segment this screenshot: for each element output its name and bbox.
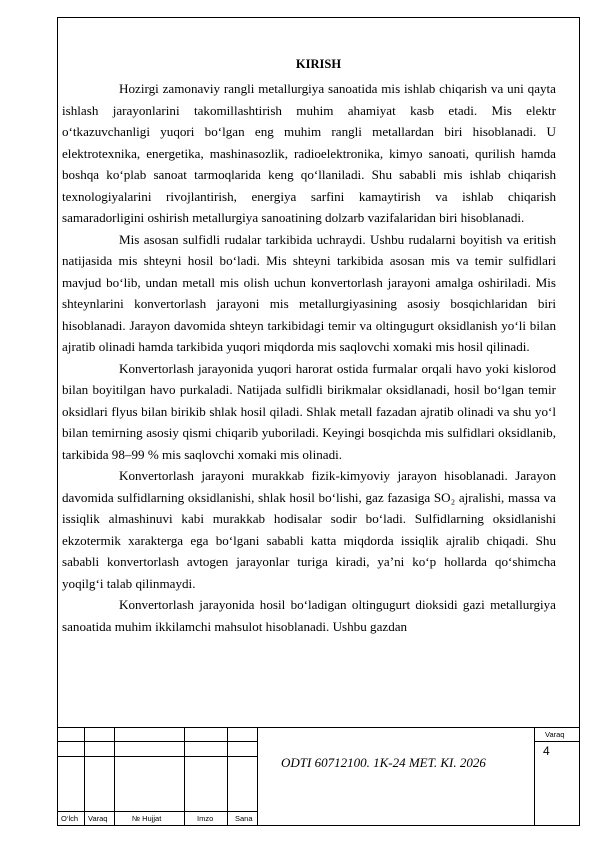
col-hujjat-label: № Hujjat [132, 814, 162, 823]
col-sana-label: Sana [235, 814, 253, 823]
paragraph: Mis asosan sulfidli rudalar tarkibida uchraydi. Ushbu rudalarni boyitish va eritish natijasida mis shteyni hosil bo‘ladi. Mis shteyni tarkibida asosan mis va temir sulfidlari mavjud bo‘lib, undan metall mis olish uchun konvertorlash jarayoni amalga oshiriladi. Mis shteynlarini konvertorlash jarayoni mis metallurgiyasining asosiy bosqichlaridan biri hisoblanadi. Jarayon davomida shteyn tarkibidagi temir va oltingugurt oksidlanish yo‘li bilan ajratib olinadi hamda tarkibida yuqori miqdorda mis saqlovchi xomaki mis hosil qilinadi. [62, 231, 556, 354]
document-code: ODTI 60712100. 1K-24 MET. KI. 2026 [281, 755, 486, 770]
section-heading: KIRISH [295, 57, 342, 71]
sheet-label: Varaq [545, 730, 565, 739]
body-text [62, 78, 556, 637]
paragraph: Konvertorlash jarayonida yuqori harorat ostida furmalar orqali havo yoki kislorod bilan boyitilgan havo purkaladi. Natijada sulfidli birikmalar oksidlanadi, hosil bo‘lgan temir oksidlari flyus bilan birikib shlak hosil qiladi. Shlak metall fazadan ajratib olinadi va shu yo‘l bilan temirning asosiy qismi chiqarib yuboriladi. Keyingi bosqichda mis sulfidlari oksidlanib, tarkibida 98–99 % mis saqlovchi xomaki mis olinadi. [62, 360, 556, 462]
col-varaq-label: Varaq [88, 814, 108, 823]
paragraph: Konvertorlash jarayonida hosil bo‘ladigan oltingugurt dioksidi gazi metallurgiya sanoatida muhim ikkilamchi mahsulot hisoblanadi. Ushbu gazdan [62, 597, 556, 634]
col-imzo-label: Imzo [197, 814, 214, 823]
sheet-number: 4 [543, 744, 550, 758]
col-olch-label: O‘lch [61, 814, 79, 823]
paragraph: Konvertorlash jarayoni murakkab fizik-kimyoviy jarayon hisoblanadi. Jarayon davomida sulfidlarning oksidlanishi, shlak hosil bo‘lishi, gaz fazasiga SO₂ ajralishi, massa va issiqlik almashinuvi kabi murakkab hodisalar sodir bo‘ladi. Sulfidlarning oksidlanishi ekzotermik xarakterga ega bo‘lgani sababli katta miqdorda issiqlik ajralib chiqadi. Shu sababli konvertorlash avtogen jarayonlar turiga kiradi, ya’ni ko‘p hollarda qo‘shimcha yoqilg‘i talab qilinmaydi. [62, 468, 556, 591]
title-block [57, 727, 580, 826]
paragraph: Hozirgi zamonaviy rangli metallurgiya sanoatida mis ishlab chiqarish va uni qayta ishlash jarayonlarini takomillashtirish muhim ahamiyat kasb etadi. Mis elektr o‘tkazuvchanligi yuqori bo‘lgan eng muhim rangli metallardan biri hisoblanadi. U elektrotexnika, energetika, mashinasozlik, radioelektronika, kimyo sanoati, qurilish hamda boshqa ko‘plab sanoat tarmoqlarida keng qo‘llaniladi. Shu sababli mis ishlab chiqarish texnologiyalarini rivojlantirish, energiya sarfini kamaytirish va ishlab chiqarish samaradorligini oshirish metallurgiya sanoatining dolzarb vazifalaridan biri hisoblanadi. [62, 81, 556, 225]
